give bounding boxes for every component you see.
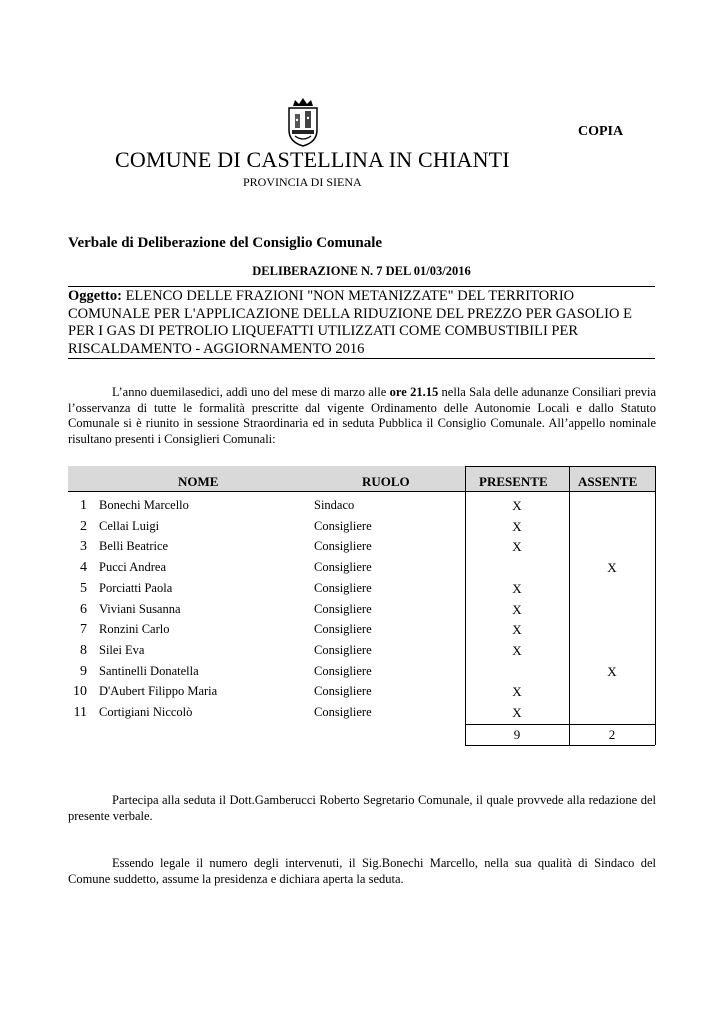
provincia-label: PROVINCIA DI SIENA bbox=[243, 175, 362, 189]
member-name: Cortigiani Niccolò bbox=[99, 705, 193, 719]
table-row bbox=[68, 643, 656, 664]
member-name: Porciatti Paola bbox=[99, 580, 173, 595]
row-number: 1 bbox=[80, 498, 87, 513]
member-name: Santinelli Donatella bbox=[99, 663, 199, 678]
row-number: 7 bbox=[80, 622, 87, 638]
presente-mark: X bbox=[512, 705, 522, 720]
member-role: Consigliere bbox=[314, 601, 372, 616]
presente-mark: X bbox=[512, 684, 522, 700]
member-name: Viviani Susanna bbox=[99, 601, 181, 616]
member-role: Consigliere bbox=[314, 622, 372, 637]
member-name: Ronzini Carlo bbox=[99, 622, 170, 637]
oggetto-block bbox=[68, 288, 658, 358]
table-line bbox=[465, 466, 655, 467]
member-role: Consigliere bbox=[314, 518, 372, 533]
table-row bbox=[68, 581, 656, 602]
table-line bbox=[68, 491, 656, 492]
partecipa-paragraph bbox=[68, 793, 656, 824]
member-role: Consigliere bbox=[314, 560, 372, 575]
comune-title: COMUNE DI CASTELLINA IN CHIANTI bbox=[115, 147, 510, 172]
table-row bbox=[68, 622, 656, 643]
table-row bbox=[68, 498, 656, 519]
coat-of-arms-icon bbox=[283, 96, 323, 148]
table-row bbox=[68, 705, 656, 726]
member-role: Consigliere bbox=[314, 663, 372, 678]
essendo-paragraph bbox=[68, 856, 656, 887]
verbale-title: Verbale di Deliberazione del Consiglio Comunale bbox=[68, 235, 383, 251]
presente-mark: X bbox=[512, 622, 522, 638]
row-number: 8 bbox=[80, 642, 87, 658]
column-header-presente: PRESENTE bbox=[479, 474, 548, 489]
member-name: Bonechi Marcello bbox=[99, 498, 189, 512]
divider bbox=[68, 358, 655, 359]
essendo-text: Essendo legale il numero degli intervenuti, il Sig.Bonechi Marcello, nella sua qualità di Sindaco del Comune suddetto, assume la presidenza e dichiara aperta la seduta. bbox=[68, 856, 656, 886]
presente-mark: X bbox=[512, 518, 522, 534]
divider bbox=[68, 286, 655, 287]
row-number: 6 bbox=[80, 601, 87, 617]
presente-mark: X bbox=[512, 580, 522, 596]
column-header-assente: ASSENTE bbox=[578, 474, 638, 489]
row-number: 5 bbox=[80, 580, 87, 596]
intro-text: L’anno duemilasedici, addì uno del mese di marzo alle bbox=[112, 385, 390, 399]
member-name: Cellai Luigi bbox=[99, 518, 160, 533]
presente-mark: X bbox=[512, 642, 522, 658]
member-name: Belli Beatrice bbox=[99, 539, 169, 554]
member-name: Silei Eva bbox=[99, 642, 145, 657]
presente-mark: X bbox=[512, 601, 522, 617]
copia-label: COPIA bbox=[578, 124, 624, 139]
member-role: Consigliere bbox=[314, 539, 372, 554]
member-name: D'Aubert Filippo Maria bbox=[99, 684, 218, 699]
table-row bbox=[68, 560, 656, 581]
row-number: 2 bbox=[80, 518, 87, 534]
total-presenti: 9 bbox=[513, 727, 521, 742]
table-row bbox=[68, 602, 656, 623]
member-role: Consigliere bbox=[314, 705, 372, 719]
table-row bbox=[68, 664, 656, 685]
oggetto-label: Oggetto: bbox=[68, 288, 122, 304]
table-row bbox=[68, 519, 656, 540]
assente-mark: X bbox=[607, 663, 617, 679]
partecipa-text: Partecipa alla seduta il Dott.Gamberucci Roberto Segretario Comunale, il quale provvede alla redazione del presente verbale. bbox=[68, 793, 656, 823]
intro-paragraph bbox=[68, 385, 656, 447]
row-number: 4 bbox=[80, 560, 87, 576]
column-header-nome: NOME bbox=[178, 474, 219, 489]
member-role: Consigliere bbox=[314, 684, 372, 699]
member-role: Consigliere bbox=[314, 642, 372, 657]
total-assenti: 2 bbox=[608, 727, 616, 742]
intro-text: nella Sala delle adunanze Consiliari previa l’osservanza di tutte le formalità prescritte dal vigente Ordinamento delle Autonomie Locali e dallo Statuto Comunale si è riunito in sessione Straordinaria ed in seduta Pubblica il Consiglio Comunale. All’appello nominale risultano presenti i Consiglieri Comunali: bbox=[68, 385, 656, 446]
oggetto-text: ELENCO DELLE FRAZIONI "NON METANIZZATE" DEL TERRITORIO COMUNALE PER L'APPLICAZIONE DELLA RIDUZIONE DEL PREZZO PER GASOLIO E PER I GAS DI PETROLIO LIQUEFATTI UTILIZZATI COME COMBUSTIBILI PER RISCALDAMENTO - AGGIORNAMENTO 2016 bbox=[68, 288, 632, 357]
presente-mark: X bbox=[512, 539, 522, 555]
row-number: 9 bbox=[80, 663, 87, 679]
deliberazione-number: DELIBERAZIONE N. 7 DEL 01/03/2016 bbox=[252, 264, 471, 278]
row-number: 11 bbox=[73, 705, 87, 720]
member-role: Sindaco bbox=[314, 498, 355, 512]
presente-mark: X bbox=[512, 498, 522, 513]
intro-time: ore 21.15 bbox=[389, 385, 439, 399]
table-row bbox=[68, 539, 656, 560]
table-row bbox=[68, 684, 656, 705]
member-role: Consigliere bbox=[314, 580, 372, 595]
row-number: 3 bbox=[80, 539, 87, 555]
column-header-ruolo: RUOLO bbox=[362, 474, 410, 489]
row-number: 10 bbox=[73, 684, 87, 700]
member-name: Pucci Andrea bbox=[99, 560, 166, 575]
table-line bbox=[465, 745, 655, 746]
assente-mark: X bbox=[607, 560, 617, 576]
